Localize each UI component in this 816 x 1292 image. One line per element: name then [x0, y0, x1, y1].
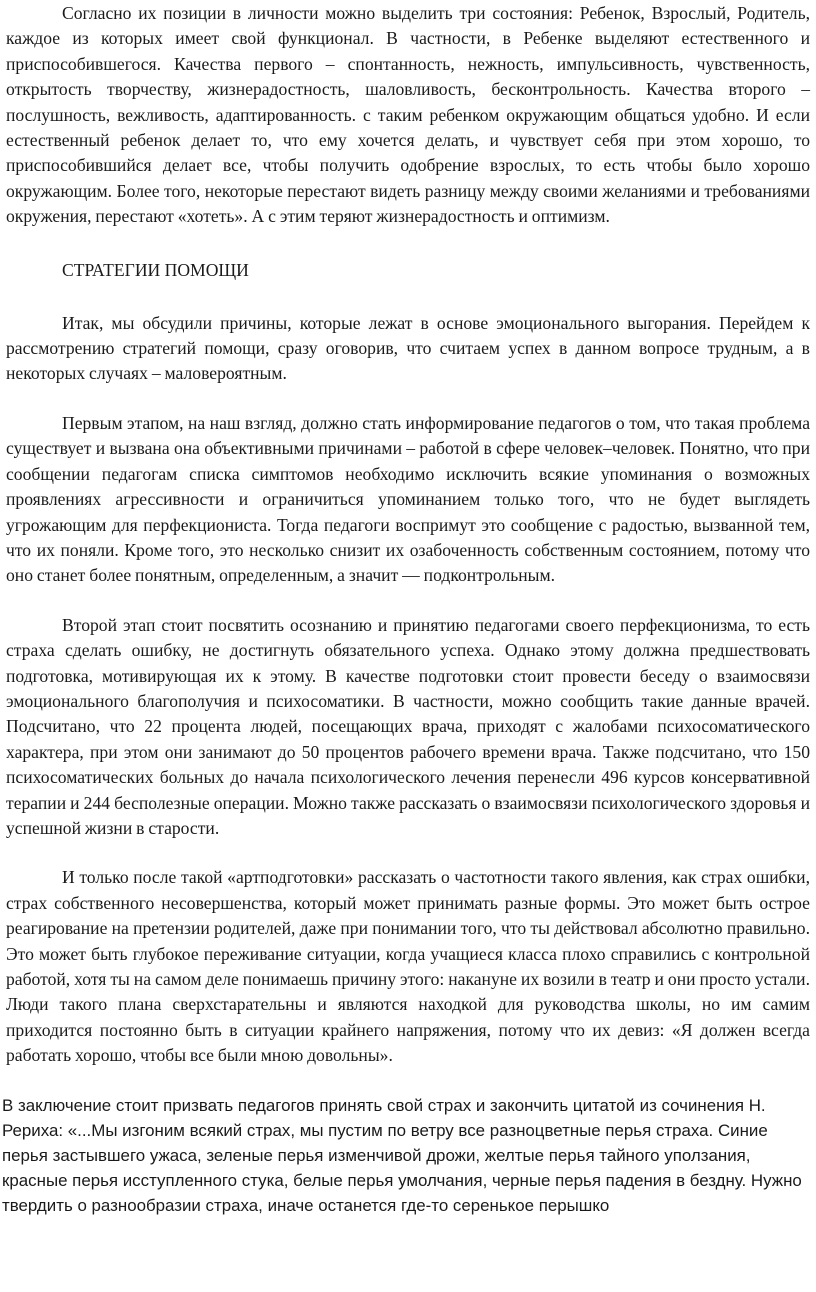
paragraph-intro-strategies: Итак, мы обсудили причины, которые лежат в основе эмоционального выгорания. Перейдем к рассмотрению стратегий помощи, сразу оговорив, что считаем успех в данном вопросе трудным, а в некоторых случаях – маловероятным. [6, 312, 810, 384]
section-heading-help-strategies: СТРАТЕГИИ ПОМОЩИ [62, 259, 249, 280]
paragraph-second-stage: Второй этап стоит посвятить осознанию и принятию педагогами своего перфекционизма, то есть страха сделать ошибку, не достигнуть обязательного успеха. Однако этому должна предшествовать подготовка, мотивирующая их к этому. В качестве подготовки стоит провести беседу о взаимосвязи эмоционального благополучия и психосоматики. В частности, можно сообщить такие данные врачей. Подсчитано, что 22 процента людей, посещающих врача, приходят с жалобами психосоматического характера, при этом они занимают до 50 процентов рабочего времени врача. Также подсчитано, что 150 психосоматических больных до начала психологического лечения перенесли 496 курсов консервативной терапии и 244 бесполезные операции. Можно также рассказать о взаимосвязи психологического здоровья и успешной жизни в старости. [6, 614, 810, 838]
paragraph-first-stage: Первым этапом, на наш взгляд, должно стать информирование педагогов о том, что такая проблема существует и вызвана она объективными причинами – работой в сфере человек–человек. Понятно, что при сообщении педагогам списка симптомов необходимо исключить всякие упоминания о возможных проявлениях агрессивности и ограничиться упоминанием только того, что не будет выглядеть угрожающим для перфекциониста. Тогда педагоги воспримут это сообщение с радостью, вызванной тем, что их поняли. Кроме того, это несколько снизит их озабоченность собственным состоянием, потому что оно станет более понятным, определенным, а значит — подконтрольным. [6, 412, 810, 586]
paragraph-fear-of-mistakes: И только после такой «артподготовки» рассказать о частотности такого явления, как страх ошибки, страх собственного несовершенства, который может принимать разные формы. Это может быть острое реагирование на претензии родителей, даже при понимании того, что ты действовал абсолютно правильно. Это может быть глубокое переживание ситуации, когда учащиеся класса плохо справились с контрольной работой, хотя ты на самом деле понимаешь причину этого: накануне их возили в театр и они просто устали. Люди такого плана сверхстарательны и являются находкой для руководства школы, но им самим приходится постоянно быть в ситуации крайнего напряжения, потому что их девиз: «Я должен всегда работать хорошо, чтобы все были мною довольны». [6, 867, 810, 1066]
paragraph-ego-states: Согласно их позиции в личности можно выделить три состояния: Ребенок, Взрослый, Родитель, каждое из которых имеет свой функционал. В частности, в Ребенке выделяют естественного и приспособившегося. Качества первого – спонтанность, нежность, импульсивность, чувственность, открытость творчеству, жизнерадостность, шаловливость, бесконтрольность. Качества второго – послушность, вежливость, адаптированность. с таким ребенком окружающим общаться удобно. И если естественный ребенок делает то, что ему хочется делать, и чувствует себя при этом хорошо, то приспособившийся делает все, чтобы получить одобрение взрослых, то есть чтобы было хорошо окружающим. Более того, некоторые перестают видеть разницу между своими желаниями и требованиями окружения, перестают «хотеть». А с этим теряют жизнерадостность и оптимизм. [6, 3, 810, 227]
document-page [2, 0, 810, 1218]
paragraph-conclusion-quote: В заключение стоит призвать педагогов принять свой страх и закончить цитатой из сочинения Н. Рериха: «...Мы изгоним всякий страх, мы пустим по ветру все разноцветные перья страха. Синие перья застывшего ужаса, зеленые перья изменчивой дрожи, желтые перья тайного уползания, красные перья исступленного стука, белые перья умолчания, черные перья падения в бездну. Нужно твердить о разнообразии страха, иначе останется где-то серенькое перышко [2, 1095, 802, 1215]
